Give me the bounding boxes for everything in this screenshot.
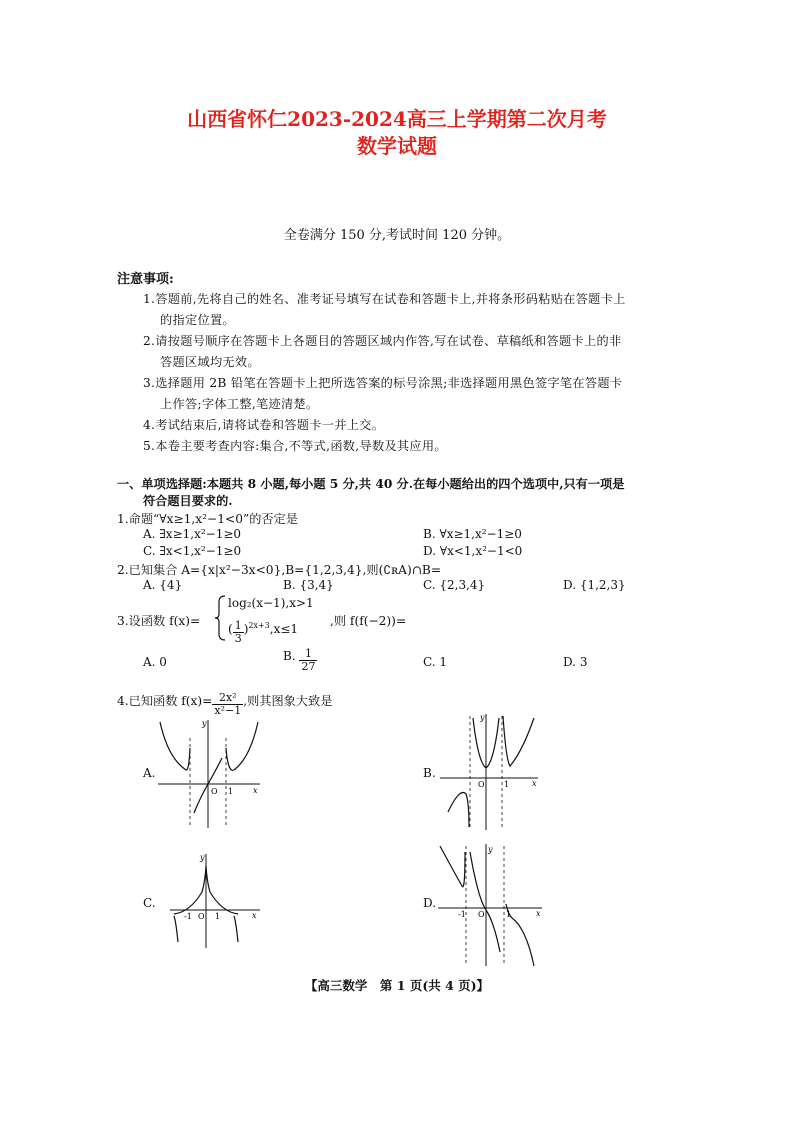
graph-a xyxy=(158,718,262,830)
question-2-option-b: B. {3,4} xyxy=(283,578,334,592)
x-axis-label: x xyxy=(536,909,541,918)
tick-one-label: 1 xyxy=(506,910,512,919)
notice-line: 上作答;字体工整,笔迹清楚。 xyxy=(160,397,319,411)
graph-c-label: C. xyxy=(143,896,156,910)
notice-heading: 注意事项: xyxy=(117,272,174,287)
curve-right xyxy=(226,722,258,770)
tick-neg-one-label: -1 xyxy=(458,910,466,919)
curve-right xyxy=(503,716,534,766)
notice-line: 1.答题前,先将自己的姓名、准考证号填写在试卷和答题卡上,并将条形码粘贴在答题卡上 xyxy=(143,292,626,306)
origin-label: O xyxy=(198,912,205,921)
graph-b xyxy=(440,712,540,832)
question-1-option-a: A. ∃x≥1,x²−1≥0 xyxy=(143,527,242,541)
question-3-option-b xyxy=(283,648,317,673)
question-2-option-a: A. {4} xyxy=(143,578,183,592)
origin-label: O xyxy=(211,787,218,796)
case-2-exponent: 2x+3 xyxy=(248,621,270,630)
tick-neg-one-label: -1 xyxy=(184,912,192,921)
graph-d-label: D. xyxy=(423,896,437,910)
origin-label: O xyxy=(478,910,485,919)
question-1-option-b: B. ∀x≥1,x²−1≥0 xyxy=(423,527,522,541)
question-3-option-c: C. 1 xyxy=(423,655,448,669)
question-2-stem: 2.已知集合 A={x|x²−3x<0},B={1,2,3,4},则(∁ʀA)∩B= xyxy=(117,563,442,577)
tick-one-label: 1 xyxy=(228,787,234,796)
page-title: 山西省怀仁2023-2024高三上学期第二次月考 xyxy=(187,107,607,131)
x-axis-label: x xyxy=(532,779,537,788)
brace-icon xyxy=(214,594,228,642)
case-2-condition: ,x≤1 xyxy=(269,622,299,636)
question-3-stem-suffix: ,则 f(f(−2))= xyxy=(330,614,407,628)
case-2-base-denominator: 3 xyxy=(234,632,242,645)
curve-right-lower xyxy=(234,916,238,942)
question-1-option-d: D. ∀x<1,x²−1<0 xyxy=(423,544,523,558)
curve-left-upper xyxy=(174,866,206,914)
question-2-option-d: D. {1,2,3} xyxy=(563,578,626,592)
y-axis-label: y xyxy=(202,719,207,728)
case-2-base-numerator: 1 xyxy=(234,619,242,632)
question-3-option-a: A. 0 xyxy=(143,655,167,669)
question-3-case-1: log₂(x−1),x>1 xyxy=(228,596,314,610)
option-b-denominator: 27 xyxy=(301,660,316,673)
question-3-case-2: ( $\frac{1}{3}$ )$^{2x+3}$,x≤1 xyxy=(228,619,299,645)
curve-left-lower xyxy=(174,916,178,942)
x-axis-label: x xyxy=(252,911,257,920)
y-axis-label: y xyxy=(200,853,205,862)
question-4-stem xyxy=(117,692,332,717)
question-2-option-c: C. {2,3,4} xyxy=(423,578,486,592)
section-heading-cont: 符合题目要求的. xyxy=(143,494,233,508)
origin-label: O xyxy=(478,780,485,789)
graph-b-label: B. xyxy=(423,766,436,780)
question-3-option-d: D. 3 xyxy=(563,655,588,669)
question-3-stem-prefix: 3.设函数 f(x)= xyxy=(117,614,201,628)
exam-info: 全卷满分 150 分,考试时间 120 分钟。 xyxy=(283,228,511,243)
question-1-stem: 1.命题“∀x≥1,x²−1<0”的否定是 xyxy=(117,512,298,526)
notice-line: 的指定位置。 xyxy=(160,313,235,327)
tick-one-label: 1 xyxy=(504,780,510,789)
notice-line: 2.请按题号顺序在答题卡上各题目的答题区域内作答,写在试卷、草稿纸和答题卡上的非 xyxy=(143,334,622,348)
question-1-option-c: C. ∃x<1,x²−1≥0 xyxy=(143,544,242,558)
question-4-prefix: 4.已知函数 f(x)= xyxy=(117,694,213,708)
notice-line: 答题区域均无效。 xyxy=(160,355,260,369)
page-subtitle: 数学试题 xyxy=(357,134,437,158)
curve-left xyxy=(448,792,469,827)
tick-one-label: 1 xyxy=(215,912,221,921)
curve-right-upper xyxy=(206,866,238,914)
notice-line: 4.考试结束后,请将试卷和答题卡一并上交。 xyxy=(143,418,385,432)
graph-d xyxy=(438,842,544,970)
notice-line: 5.本卷主要考查内容:集合,不等式,函数,导数及其应用。 xyxy=(143,439,447,453)
section-heading: 一、单项选择题:本题共 8 小题,每小题 5 分,共 40 分.在每小题给出的四个选项中,只有一项是 xyxy=(117,477,625,491)
option-b-numerator: 1 xyxy=(299,648,317,661)
y-axis-label: y xyxy=(480,713,485,722)
graph-c xyxy=(170,852,262,950)
page-footer: 【高三数学 第 1 页(共 4 页)】 xyxy=(304,978,490,993)
curve-left xyxy=(160,722,190,770)
y-axis-label: y xyxy=(488,845,493,854)
option-b-label: B. xyxy=(283,649,296,663)
curve-left xyxy=(440,846,465,887)
curve-middle xyxy=(470,852,500,952)
question-4-suffix: ,则其图象大致是 xyxy=(243,694,333,708)
graph-a-label: A. xyxy=(143,766,156,780)
x-axis-label: x xyxy=(253,786,258,795)
notice-line: 3.选择题用 2B 铅笔在答题卡上把所选答案的标号涂黑;非选择题用黑色签字笔在答题卡 xyxy=(143,376,623,390)
question-4-numerator: 2x² xyxy=(212,692,243,705)
question-4-denominator: x²−1 xyxy=(214,704,242,717)
